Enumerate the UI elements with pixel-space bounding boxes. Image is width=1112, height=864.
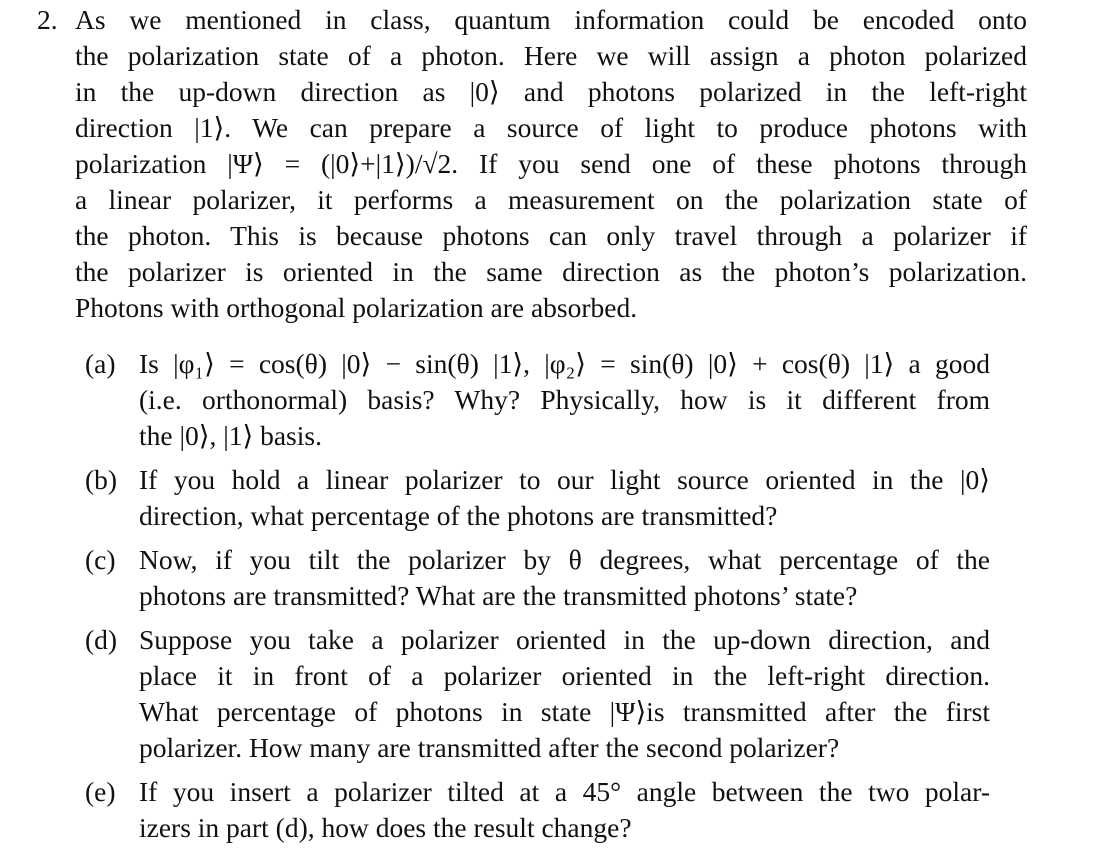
part-label: (a) [85,348,116,379]
part-line: What percentage of photons in state |Ψ⟩is transmitted after the first [139,696,990,727]
part-line: Suppose you take a polarizer oriented in the up-down direction, and [139,624,990,655]
part-a [85,346,990,454]
part-line: (i.e. orthonormal) basis? Why? Physically, how is it different from [139,384,990,415]
part-line: Now, if you tilt the polarizer by θ degrees, what percentage of the [139,544,990,575]
part-text [139,542,990,614]
intro-line: the photon. This is because photons can only travel through a polarizer if [75,220,1027,251]
part-line: direction, what percentage of the photons are transmitted? [139,500,778,531]
part-label: (c) [85,544,116,575]
part-line: photons are transmitted? What are the transmitted photons’ state? [139,580,858,611]
part-line: place it in front of a polarizer oriented in the left-right direction. [139,660,990,691]
part-line: If you hold a linear polarizer to our light source oriented in the |0⟩ [139,464,990,495]
part-label: (e) [85,776,116,807]
part-text [139,774,990,846]
part-text [139,346,990,454]
part-label: (b) [85,464,118,495]
part-line: Is |φ₁⟩ = cos(θ) |0⟩ − sin(θ) |1⟩, |φ₂⟩ = sin(θ) |0⟩ + cos(θ) |1⟩ a good [139,348,990,379]
problem-header-row [37,2,1037,326]
part-line: If you insert a polarizer tilted at a 45° angle between the two polar- [139,776,990,807]
part-line: izers in part (d), how does the result change? [139,812,632,843]
problem-number: 2. [37,4,58,35]
intro-line: polarization |Ψ⟩ = (|0⟩+|1⟩)/√2. If you send one of these photons through [75,148,1027,179]
problem-parts [85,346,990,846]
part-b [85,462,990,534]
problem-intro [75,2,1027,326]
intro-line: the polarizer is oriented in the same direction as the photon’s polarization. [75,256,1027,287]
intro-line: Photons with orthogonal polarization are absorbed. [75,292,638,323]
part-line: the |0⟩, |1⟩ basis. [139,420,322,451]
part-text [139,462,990,534]
intro-line: direction |1⟩. We can prepare a source of light to produce photons with [75,112,1027,143]
intro-line: in the up-down direction as |0⟩ and photons polarized in the left-right [75,76,1027,107]
part-text [139,622,990,766]
part-d [85,622,990,766]
intro-line: the polarization state of a photon. Here we will assign a photon polarized [75,40,1027,71]
part-label: (d) [85,624,118,655]
intro-line: a linear polarizer, it performs a measurement on the polarization state of [75,184,1027,215]
part-c [85,542,990,614]
part-e [85,774,990,846]
problem-2 [37,2,1037,854]
intro-line: As we mentioned in class, quantum information could be encoded onto [75,4,1027,35]
part-line: polarizer. How many are transmitted after the second polarizer? [139,732,840,763]
